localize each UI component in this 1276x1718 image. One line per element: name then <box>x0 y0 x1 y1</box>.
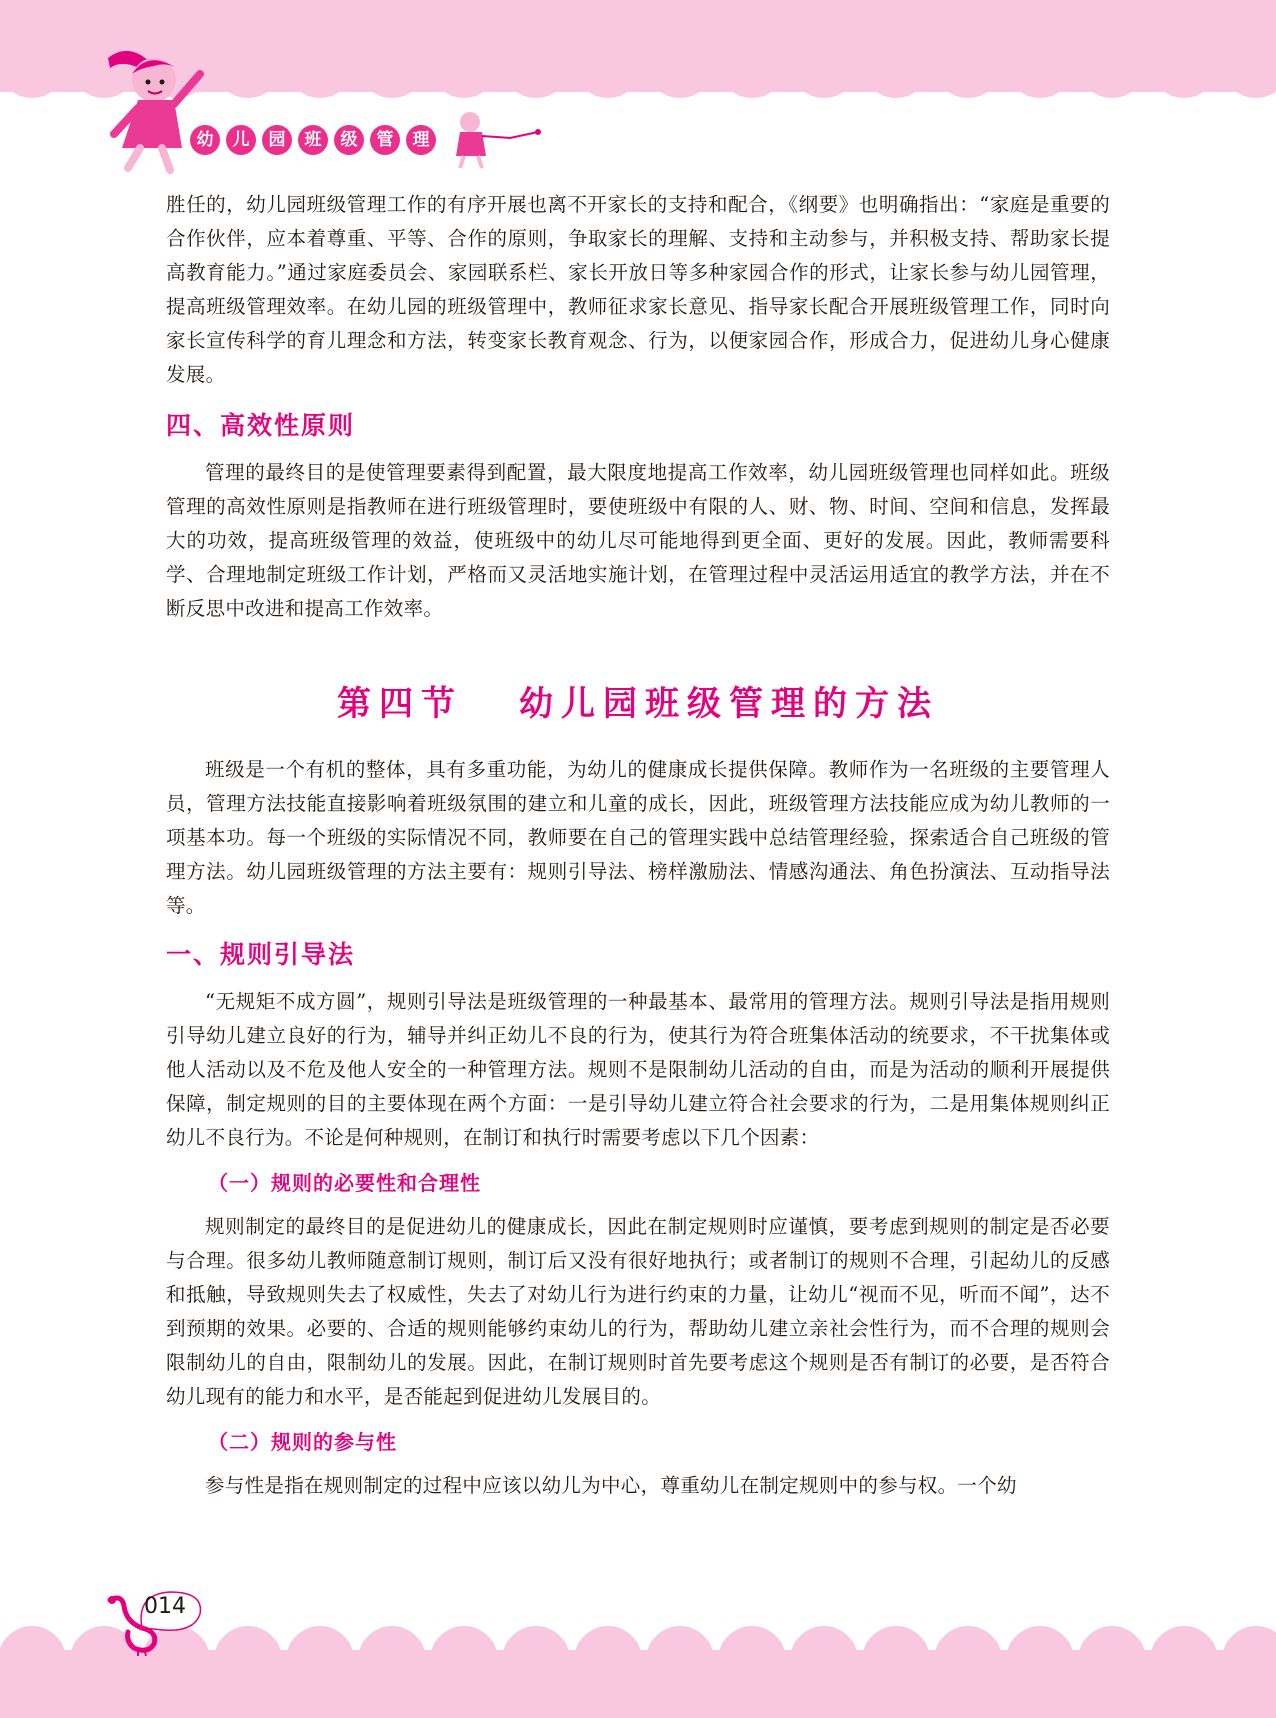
paragraph: “无规矩不成方圆”，规则引导法是班级管理的一种最基本、最常用的管理方法。规则引导法是指用规则引导幼儿建立良好的行为，辅导并纠正幼儿不良的行为，使其行为符合班集体活动的统要求，不干扰集体或他人活动以及不危及他人安全的一种管理方法。规则不是限制幼儿活动的自由，而是为活动的顺利开展提供保障，制定规则的目的主要体现在两个方面：一是引导幼儿建立符合社会要求的行为，二是用集体规则纠正幼儿不良行为。不论是何种规则，在制订和执行时需要考虑以下几个因素： <box>166 990 1110 1149</box>
page-body <box>166 188 1110 1503</box>
running-title-char: 儿 <box>226 125 256 155</box>
paragraph: 班级是一个有机的整体，具有多重功能，为幼儿的健康成长提供保障。教师作为一名班级的主要管理人员，管理方法技能直接影响着班级氛围的建立和儿童的成长，因此，班级管理方法技能应成为幼儿教师的一项基本功。每一个班级的实际情况不同，教师要在自己的管理实践中总结管理经验，探索适合自己班级的管理方法。幼儿园班级管理的方法主要有：规则引导法、榜样激励法、情感沟通法、角色扮演法、互动指导法等。 <box>166 758 1110 917</box>
running-title-char: 园 <box>262 125 292 155</box>
paragraph: 胜任的，幼儿园班级管理工作的有序开展也离不开家长的支持和配合，《纲要》也明确指出：“家庭是重要的合作伙伴，应本着尊重、平等、合作的原则，争取家长的理解、支持和主动参与，并积极支持、帮助家长提高教育能力。”通过家庭委员会、家园联系栏、家长开放日等多种家园合作的形式，让家长参与幼儿园管理，提高班级管理效率。在幼儿园的班级管理中，教师征求家长意见、指导家长配合开展班级管理工作，同时向家长宣传科学的育儿理念和方法，转变家长教育观念、行为，以便家园合作，形成合力，促进幼儿身心健康发展。 <box>166 193 1110 386</box>
section-heading: 四、高效性原则 <box>166 411 356 440</box>
chapter-section-number: 第四节 <box>337 684 463 724</box>
fairy-illustration <box>450 108 546 170</box>
running-title-char: 幼 <box>190 125 220 155</box>
running-title-char: 级 <box>334 125 364 155</box>
subsection-heading: （二）规则的参与性 <box>208 1430 397 1454</box>
section-heading: 一、规则引导法 <box>166 940 356 969</box>
paragraph: 管理的最终目的是使管理要素得到配置，最大限度地提高工作效率，幼儿园班级管理也同样如此。班级管理的高效性原则是指教师在进行班级管理时，要使班级中有限的人、财、物、时间、空间和信息，发挥最大的功效，提高班级管理的效益，使班级中的幼儿尽可能地得到更全面、更好的发展。因此，教师需要科学、合理地制定班级工作计划，严格而又灵活地实施计划，在管理过程中灵活运用适宜的教学方法，并在不断反思中改进和提高工作效率。 <box>166 461 1110 620</box>
paragraph: 参与性是指在规则制定的过程中应该以幼儿为中心，尊重幼儿在制定规则中的参与权。一个幼 <box>205 1474 1017 1497</box>
page-number: 014 <box>144 1594 186 1619</box>
subsection-heading: （一）规则的必要性和合理性 <box>208 1171 481 1195</box>
chapter-section-name: 幼儿园班级管理的方法 <box>519 684 939 724</box>
running-title-char: 管 <box>370 125 400 155</box>
paragraph: 规则制定的最终目的是促进幼儿的健康成长，因此在制定规则时应谨慎，要考虑到规则的制定是否必要与合理。很多幼儿教师随意制订规则，制订后又没有很好地执行；或者制订的规则不合理，引起幼儿的反感和抵触，导致规则失去了权威性，失去了对幼儿行为进行约束的力量，让幼儿“视而不见，听而不闻”，达不到预期的效果。必要的、合适的规则能够约束幼儿的行为，帮助幼儿建立亲社会性行为，而不合理的规则会限制幼儿的自由，限制幼儿的发展。因此，在制订规则时首先要考虑这个规则是否有制订的必要，是否符合幼儿现有的能力和水平，是否能起到促进幼儿发展目的。 <box>166 1215 1110 1408</box>
chapter-section-title <box>166 676 1110 725</box>
running-header-title <box>190 122 436 158</box>
running-title-char: 班 <box>298 125 328 155</box>
running-title-char: 理 <box>406 125 436 155</box>
bottom-decorative-band <box>0 1650 1276 1718</box>
